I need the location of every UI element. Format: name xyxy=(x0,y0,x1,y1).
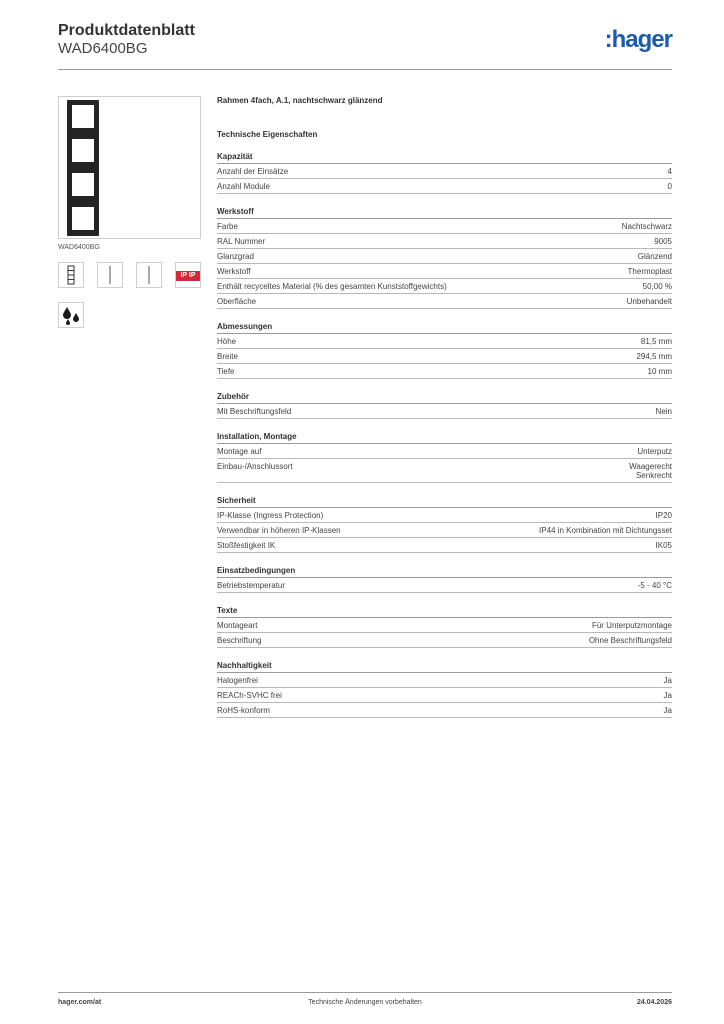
frame-slot xyxy=(72,207,94,230)
spec-value: 10 mm xyxy=(647,367,672,376)
spec-label: Beschriftung xyxy=(217,636,262,645)
spec-value: Unbehandelt xyxy=(626,297,672,306)
spec-row xyxy=(217,249,672,264)
spec-section xyxy=(217,661,672,718)
spec-row xyxy=(217,444,672,459)
spec-label: Anzahl Module xyxy=(217,182,270,191)
frame-slot xyxy=(72,173,94,196)
spec-label: Montageart xyxy=(217,621,258,630)
spec-section xyxy=(217,432,672,483)
spec-section-title: Kapazität xyxy=(217,152,672,164)
spec-value: IK05 xyxy=(655,541,672,550)
spec-label: Oberfläche xyxy=(217,297,257,306)
spec-value: 50,00 % xyxy=(642,282,672,291)
spec-value: IP20 xyxy=(655,511,672,520)
spec-sections xyxy=(217,152,672,718)
line-icon xyxy=(97,262,123,288)
spec-label: IP-Klasse (Ingress Protection) xyxy=(217,511,324,520)
spec-label: Werkstoff xyxy=(217,267,251,276)
spec-section-title: Nachhaltigkeit xyxy=(217,661,672,673)
spec-label: RoHS-konform xyxy=(217,706,270,715)
spec-value: Ohne Beschriftungsfeld xyxy=(588,636,672,645)
spec-section xyxy=(217,322,672,379)
product-image-caption: WAD6400BG xyxy=(58,244,100,251)
spec-label: Enthält recyceltes Material (% des gesamten Kunststoffgewichts) xyxy=(217,282,447,291)
spec-value: 9005 xyxy=(654,237,672,246)
product-number: WAD6400BG xyxy=(58,40,148,57)
spec-row xyxy=(217,673,672,688)
spec-row xyxy=(217,508,672,523)
spec-row xyxy=(217,264,672,279)
spec-row xyxy=(217,633,672,648)
spec-row xyxy=(217,279,672,294)
ip-rating-icon xyxy=(175,262,201,288)
spec-section-title: Werkstoff xyxy=(217,207,672,219)
frame-slot xyxy=(72,139,94,162)
spec-label: Einbau-/Anschlussort xyxy=(217,462,293,471)
spec-label: Stoßfestigkeit IK xyxy=(217,541,276,550)
document-footer xyxy=(58,992,672,1006)
spec-value: Ja xyxy=(663,691,672,700)
spec-row xyxy=(217,349,672,364)
product-description: Rahmen 4fach, A.1, nachtschwarz glänzend xyxy=(217,96,383,105)
hager-logo: :hager xyxy=(604,26,672,53)
document-title: Produktdatenblatt xyxy=(58,22,195,39)
spec-row xyxy=(217,294,672,309)
spec-label: Glanzgrad xyxy=(217,252,254,261)
spec-value: 294,5 mm xyxy=(636,352,672,361)
technical-properties-heading: Technische Eigenschaften xyxy=(217,130,318,139)
footer-website[interactable]: hager.com/at xyxy=(58,999,102,1006)
water-drops-icon xyxy=(58,302,84,328)
line-icon xyxy=(136,262,162,288)
spec-label: Tiefe xyxy=(217,367,235,376)
spec-value: Nein xyxy=(655,407,672,416)
spec-value: 0 xyxy=(667,182,672,191)
spec-row xyxy=(217,578,672,593)
frame-slot xyxy=(72,105,94,128)
spec-label: Betriebstemperatur xyxy=(217,581,286,590)
spec-value: Ja xyxy=(663,676,672,685)
spec-row xyxy=(217,179,672,194)
spec-label: Farbe xyxy=(217,222,238,231)
spec-row xyxy=(217,703,672,718)
product-icon-row xyxy=(58,262,201,288)
spec-section xyxy=(217,606,672,648)
spec-value: Für Unterputzmontage xyxy=(591,621,672,630)
spec-value: Glänzend xyxy=(637,252,672,261)
spec-row xyxy=(217,404,672,419)
spec-row xyxy=(217,688,672,703)
spec-section-title: Abmessungen xyxy=(217,322,672,334)
document-header xyxy=(58,22,672,70)
spec-section xyxy=(217,207,672,309)
spec-section-title: Installation, Montage xyxy=(217,432,672,444)
spec-value: Ja xyxy=(663,706,672,715)
spec-section xyxy=(217,152,672,194)
product-specifications xyxy=(217,96,672,718)
spec-row xyxy=(217,219,672,234)
spec-value: Nachtschwarz xyxy=(621,222,672,231)
spec-label: Breite xyxy=(217,352,238,361)
spec-label: REACh-SVHC frei xyxy=(217,691,282,700)
spec-section-title: Sicherheit xyxy=(217,496,672,508)
spec-row xyxy=(217,364,672,379)
product-image xyxy=(58,96,201,239)
spec-section-title: Texte xyxy=(217,606,672,618)
wiring-diagram-icon xyxy=(58,262,84,288)
spec-row xyxy=(217,459,672,483)
spec-row xyxy=(217,234,672,249)
spec-value: -5 - 40 °C xyxy=(637,581,672,590)
spec-label: Mit Beschriftungsfeld xyxy=(217,407,292,416)
spec-row xyxy=(217,334,672,349)
spec-label: Anzahl der Einsätze xyxy=(217,167,289,176)
spec-value: Unterputz xyxy=(637,447,672,456)
spec-row xyxy=(217,523,672,538)
spec-label: Halogenfrei xyxy=(217,676,258,685)
spec-value: Thermoplast xyxy=(627,267,672,276)
spec-value: Waagerecht Senkrecht xyxy=(629,462,672,480)
spec-label: Verwendbar in höheren IP-Klassen xyxy=(217,526,341,535)
spec-section xyxy=(217,496,672,553)
spec-label: Montage auf xyxy=(217,447,262,456)
spec-value: 81,5 mm xyxy=(640,337,672,346)
spec-section xyxy=(217,566,672,593)
spec-value: IP44 in Kombination mit Dichtungsset xyxy=(539,526,672,535)
footer-date: 24.04.2026 xyxy=(636,999,672,1006)
spec-label: RAL Nummer xyxy=(217,237,266,246)
spec-label: Höhe xyxy=(217,337,237,346)
spec-section-title: Einsatzbedingungen xyxy=(217,566,672,578)
ip-rating-label: IP IP xyxy=(176,271,200,281)
spec-section xyxy=(217,392,672,419)
frame-graphic xyxy=(67,100,99,236)
spec-row xyxy=(217,164,672,179)
footer-notice: Technische Änderungen vorbehalten xyxy=(308,999,422,1006)
spec-row xyxy=(217,618,672,633)
spec-section-title: Zubehör xyxy=(217,392,672,404)
spec-value: 4 xyxy=(667,167,672,176)
spec-row xyxy=(217,538,672,553)
